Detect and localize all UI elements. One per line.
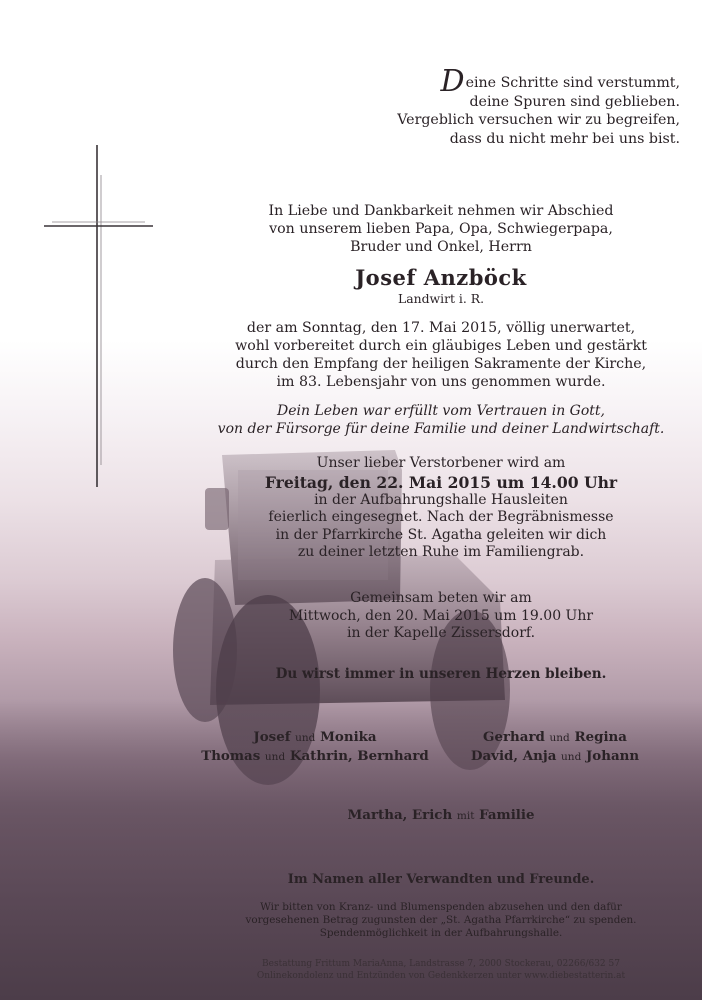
poem [380, 64, 680, 148]
quote-line: von der Fürsorge für deine Familie und deiner Landwirtschaft. [217, 421, 665, 437]
quote-line: Dein Leben war erfüllt vom Vertrauen in Gott, [277, 403, 605, 419]
family-line [410, 747, 700, 766]
family-name: Kathrin, Bernhard [289, 748, 429, 764]
footer-line: Onlinekondolenz und Entzünden von Gedenkkerzen unter www.diebestatterin.at [256, 971, 626, 981]
bio-line: wohl vorbereitet durch ein gläubiges Leben und gestärkt [235, 338, 647, 354]
deceased-name: Josef Anzböck [355, 265, 527, 290]
poem-line-2: deine Spuren sind geblieben. [469, 93, 680, 110]
family-conj: und [264, 751, 286, 763]
family-name: Regina [574, 729, 627, 745]
on-behalf-line: Im Namen aller Verwandten und Freunde. [287, 872, 595, 887]
footer-line: Bestattung Frittum MariaAnna, Landstrasse 7, 2000 Stockerau, 02266/632 57 [262, 959, 620, 969]
intro-line: In Liebe und Dankbarkeit nehmen wir Abschied [268, 203, 614, 219]
poem-line-4: dass du nicht mehr bei uns bist. [449, 130, 680, 147]
notice-line: Wir bitten von Kranz- und Blumenspenden abzusehen und den dafür [260, 901, 622, 913]
family-line [410, 728, 700, 747]
family-center [216, 807, 666, 823]
bio-line: im 83. Lebensjahr von uns genommen wurde. [276, 374, 606, 390]
footer [216, 958, 666, 982]
memorial-quote [216, 402, 666, 438]
family-conj: und [561, 751, 582, 763]
bio-line: der am Sonntag, den 17. Mai 2015, völlig unerwartet, [246, 320, 636, 336]
intro-line: von unserem lieben Papa, Opa, Schwiegerpapa, [269, 221, 613, 237]
donation-notice [216, 901, 666, 941]
poem-line-3: Vergeblich versuchen wir zu begreifen, [397, 112, 680, 128]
family-conj: und [549, 732, 570, 744]
notice-line: Spendenmöglichkeit in der Aufbahrungshalle. [319, 927, 563, 940]
funeral-date: Freitag, den 22. Mai 2015 um 14.00 Uhr [264, 472, 618, 492]
prayer-details [216, 590, 666, 643]
funeral-details [216, 455, 666, 562]
intro-line: Bruder und Onkel, Herrn [350, 239, 532, 255]
family-name: David, Anja [470, 748, 557, 764]
notice-line: vorgesehenen Betrag zugunsten der „St. Agatha Pfarrkirche“ zu spenden. [245, 914, 637, 927]
funeral-line: feierlich eingesegnet. Nach der Begräbnismesse [268, 509, 614, 525]
family-name: Gerhard [483, 729, 545, 745]
intro-text [216, 202, 666, 256]
funeral-line: zu deiner letzten Ruhe im Familiengrab. [297, 544, 585, 560]
family-name: Familie [479, 807, 535, 823]
prayer-line: in der Kapelle Zissersdorf. [346, 625, 536, 641]
poem-initial: D [440, 64, 465, 99]
family-name: Josef [253, 729, 291, 745]
closing-line: Du wirst immer in unseren Herzen bleiben. [275, 666, 607, 682]
deceased-occupation: Landwirt i. R. [397, 291, 485, 306]
family-right [410, 728, 700, 766]
biography [216, 319, 666, 391]
prayer-line: Mittwoch, den 20. Mai 2015 um 19.00 Uhr [288, 607, 594, 624]
family-name: Johann [585, 748, 640, 764]
poem-line-1: Deine Schritte sind verstummt, [440, 64, 680, 99]
family-name: Martha, Erich [347, 807, 453, 823]
funeral-intro: Unser lieber Verstorbener wird am [316, 455, 566, 471]
family-name: Monika [320, 729, 377, 745]
bio-line: durch den Empfang der heiligen Sakramente der Kirche, [235, 356, 647, 372]
funeral-line: in der Aufbahrungshalle Hausleiten [314, 491, 568, 508]
funeral-line: in der Pfarrkirche St. Agatha geleiten wir dich [275, 526, 607, 543]
prayer-line: Gemeinsam beten wir am [350, 590, 532, 606]
family-conj: und [295, 732, 316, 744]
family-name: Thomas [201, 748, 261, 764]
family-conj: mit [456, 810, 475, 822]
